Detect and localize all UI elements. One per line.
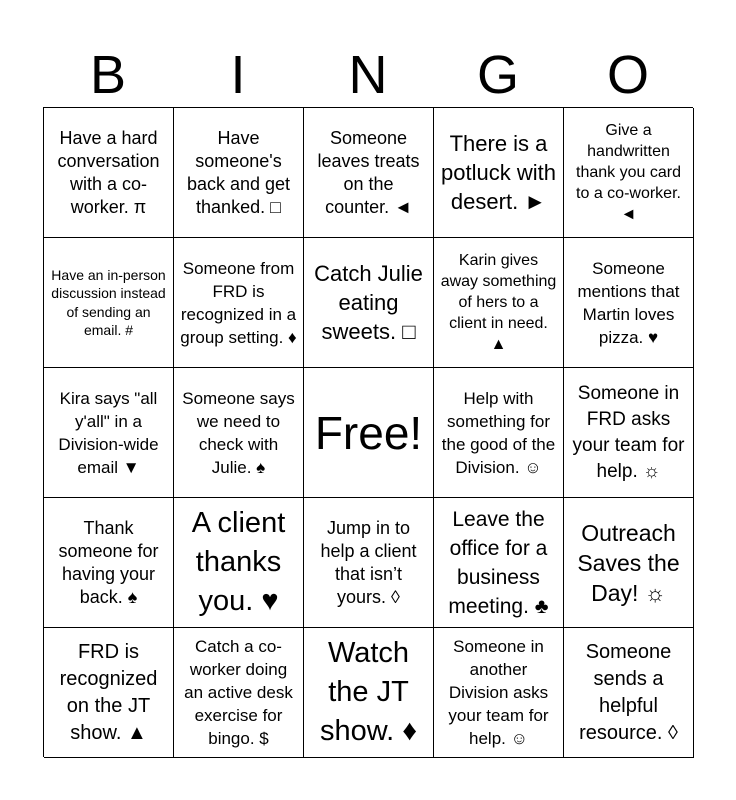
cell-text: Someone sends a helpful resource. ◊ <box>579 640 678 744</box>
bingo-board <box>43 107 693 757</box>
bingo-cell-r2c2[interactable] <box>174 238 304 368</box>
bingo-cell-r1c4[interactable] <box>434 108 564 238</box>
cell-text: Someone mentions that Martin loves pizza. ♥ <box>577 258 680 347</box>
cell-text: Kira says "all y'all" in a Division-wide email ▼ <box>58 388 159 477</box>
cell-text: Catch a co-worker doing an active desk exercise for bingo. $ <box>184 637 293 748</box>
bingo-cell-r5c1[interactable] <box>44 628 174 758</box>
bingo-cell-r1c5[interactable] <box>564 108 694 238</box>
header-letter-b: B <box>89 45 127 105</box>
bingo-cell-r1c1[interactable] <box>44 108 174 238</box>
bingo-cell-r3c5[interactable] <box>564 368 694 498</box>
header-letter-g: G <box>476 45 519 105</box>
bingo-cell-r2c4[interactable] <box>434 238 564 368</box>
bingo-cell-r2c1[interactable] <box>44 238 174 368</box>
bingo-cell-r4c2[interactable] <box>174 498 304 628</box>
cell-text: Catch Julie eating sweets. □ <box>314 261 423 344</box>
header-letter-o: O <box>606 45 649 105</box>
bingo-cell-r1c2[interactable] <box>174 108 304 238</box>
bingo-cell-r2c5[interactable] <box>564 238 694 368</box>
free-space-text: Free! <box>314 406 423 459</box>
cell-text: Someone leaves treats on the counter. ◄ <box>317 127 420 217</box>
cell-text: Someone from FRD is recognized in a group setting. ♦ <box>180 258 297 347</box>
bingo-cell-r3c1[interactable] <box>44 368 174 498</box>
cell-text: Karin gives away something of hers to a client in need. ▲ <box>440 252 557 353</box>
cell-text: Have a hard conversation with a co-worker. π <box>57 127 160 217</box>
bingo-header <box>43 44 693 106</box>
bingo-cell-r2c3[interactable] <box>304 238 434 368</box>
cell-text: Outreach Saves the Day! ☼ <box>577 519 680 606</box>
bingo-cell-r4c4[interactable] <box>434 498 564 628</box>
bingo-cell-r5c3[interactable] <box>304 628 434 758</box>
cell-text: Thank someone for having your back. ♠ <box>58 517 159 607</box>
bingo-cell-r3c2[interactable] <box>174 368 304 498</box>
cell-text: Have someone's back and get thanked. □ <box>186 127 291 217</box>
cell-text: Someone says we need to check with Julie. ♠ <box>182 388 295 477</box>
cell-text: Watch the JT show. ♦ <box>319 637 417 747</box>
cell-text: Help with something for the good of the Division. ☺ <box>441 388 556 477</box>
header-letter-n: N <box>348 45 388 105</box>
bingo-free-space[interactable] <box>304 368 434 498</box>
cell-text: Leave the office for a business meeting. ♣ <box>448 507 549 618</box>
cell-text: There is a potluck with desert. ► <box>441 131 556 214</box>
cell-text: A client thanks you. ♥ <box>191 507 286 617</box>
cell-text: Someone in another Division asks your team for help. ☺ <box>448 637 549 748</box>
bingo-cell-r4c3[interactable] <box>304 498 434 628</box>
bingo-cell-r1c3[interactable] <box>304 108 434 238</box>
bingo-cell-r5c4[interactable] <box>434 628 564 758</box>
header-letter-i: I <box>230 45 246 105</box>
cell-text: Have an in-person discussion instead of sending an email. # <box>51 266 166 338</box>
cell-text: Someone in FRD asks your team for help. ☼ <box>572 382 685 482</box>
cell-text: Give a handwritten thank you card to a co-worker. ◄ <box>576 122 681 223</box>
bingo-cell-r4c5[interactable] <box>564 498 694 628</box>
cell-text: FRD is recognized on the JT show. ▲ <box>59 640 158 744</box>
bingo-cell-r5c2[interactable] <box>174 628 304 758</box>
bingo-cell-r4c1[interactable] <box>44 498 174 628</box>
cell-text: Jump in to help a client that isn’t yours. ◊ <box>320 517 417 607</box>
bingo-cell-r5c5[interactable] <box>564 628 694 758</box>
bingo-cell-r3c4[interactable] <box>434 368 564 498</box>
